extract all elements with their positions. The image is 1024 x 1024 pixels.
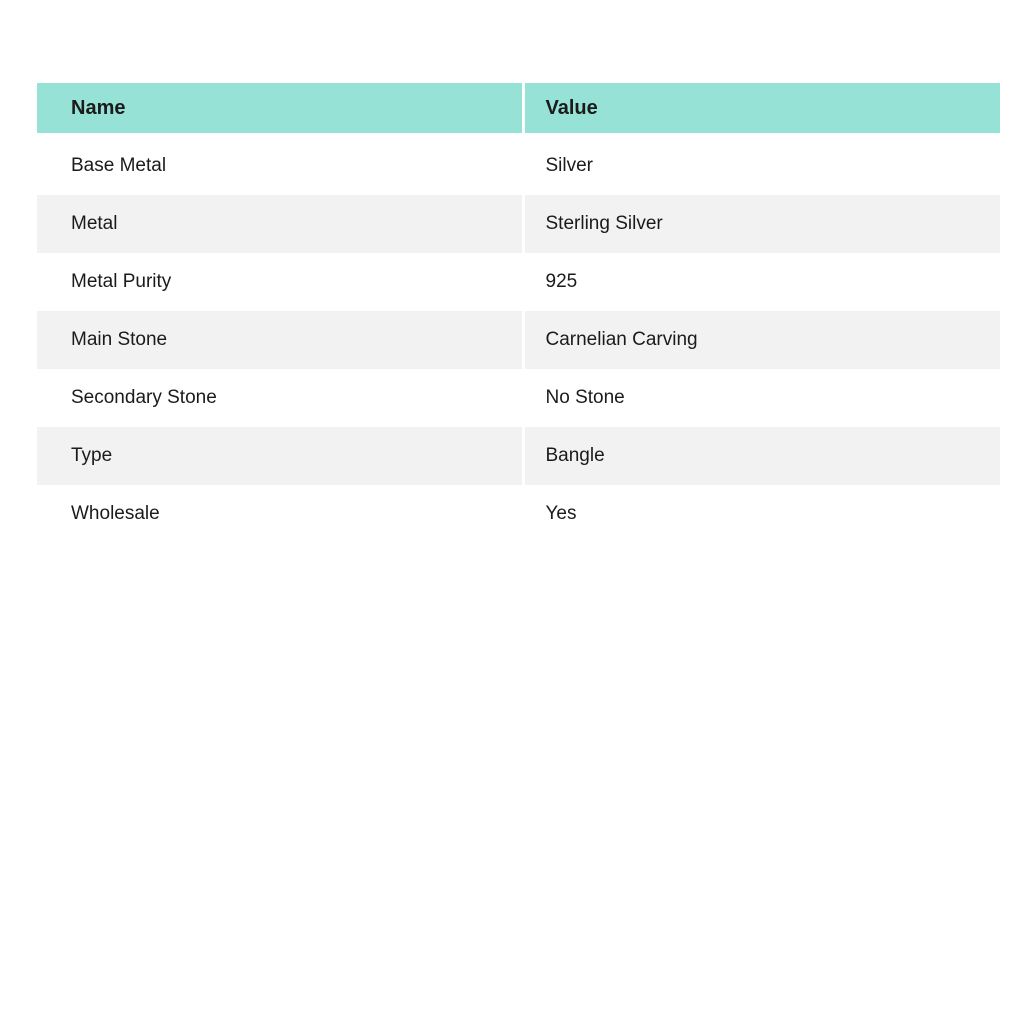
header-row <box>37 83 1000 135</box>
table-row <box>37 485 1000 543</box>
attribute-name-cell: Main Stone <box>37 311 523 369</box>
table-row <box>37 135 1000 195</box>
attributes-table <box>37 83 1000 543</box>
table-header <box>37 83 1000 135</box>
attribute-value-cell: Carnelian Carving <box>523 311 1000 369</box>
attribute-value-cell: Sterling Silver <box>523 195 1000 253</box>
attribute-name-cell: Wholesale <box>37 485 523 543</box>
attribute-value-cell: No Stone <box>523 369 1000 427</box>
attribute-name-cell: Metal Purity <box>37 253 523 311</box>
attribute-name-cell: Metal <box>37 195 523 253</box>
attribute-value-cell: Bangle <box>523 427 1000 485</box>
table-row <box>37 311 1000 369</box>
attribute-name-cell: Secondary Stone <box>37 369 523 427</box>
table-row <box>37 253 1000 311</box>
table-body <box>37 135 1000 543</box>
attribute-value-cell: Silver <box>523 135 1000 195</box>
table-row <box>37 195 1000 253</box>
table-row <box>37 427 1000 485</box>
attribute-value-cell: Yes <box>523 485 1000 543</box>
attribute-name-cell: Base Metal <box>37 135 523 195</box>
table-row <box>37 369 1000 427</box>
column-header-value: Value <box>523 83 1000 135</box>
attribute-value-cell: 925 <box>523 253 1000 311</box>
column-header-name: Name <box>37 83 523 135</box>
attribute-name-cell: Type <box>37 427 523 485</box>
